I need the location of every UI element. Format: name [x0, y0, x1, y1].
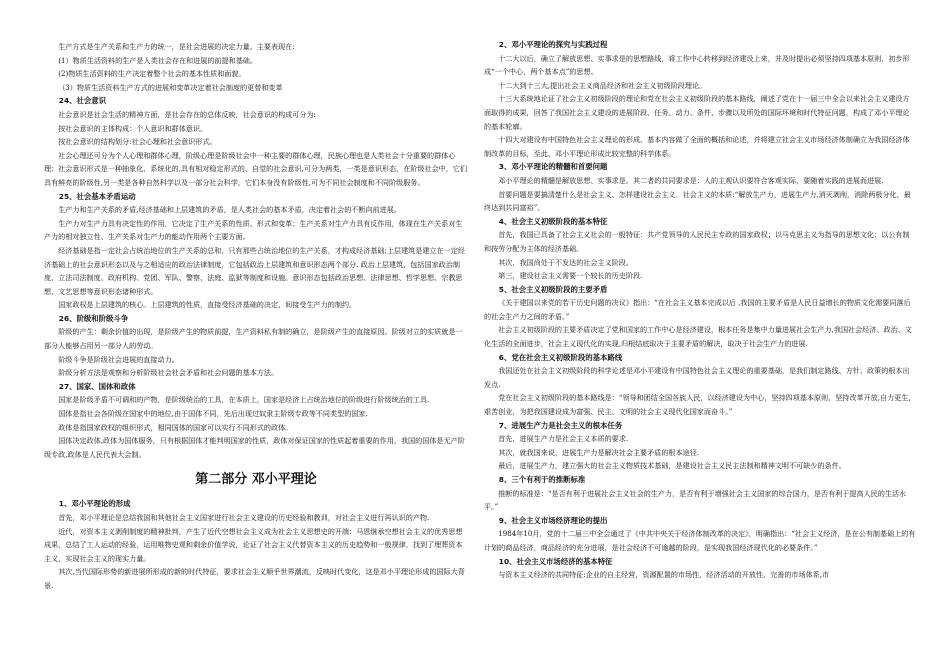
- paragraph: 推断的标准是：“是否有利于进展社会主义社会的生产力，是否有利于增强社会主义国家的综合国力，是否有利于提高人民的生活水平。”: [484, 488, 907, 512]
- paragraph: 社会主义初级阶段的主要矛盾决定了党和国家的工作中心是经济建设，根本任务是集中力量进展社会生产力,我国社会经济、政治、文化生活的全面进步，社会主义现代化的实现,归根结底取决于主要矛盾的解决，取决于社会生产力的进展.: [484, 325, 912, 349]
- paragraph: (1）物质生活资料的生产是人类社会存在和进展的前提和基础。: [58, 55, 257, 65]
- paragraph: 《关于建国以来党的若干历史问题的决议》指出：“在社会主义基本完成以后 ,我国的主要矛盾是人民日益增长的物质文化需要同落后的社会生产力之间的矛盾。”: [484, 298, 911, 321]
- paragraph: 其次，我国尚处于不发达的社会主义阶段。: [498, 257, 633, 267]
- section-heading: 8、三个有利于的推断标准: [498, 475, 586, 484]
- paragraph: 阶级分析方法是观察和分析阶级社会社会矛盾和社会问题的基本方法。: [58, 368, 279, 378]
- paragraph: 首先，进展生产力是社会主义本质的要求.: [498, 434, 629, 444]
- paragraph: 国体是指社会各阶级在国家中的地位,由于国体不同，先后出现过奴隶主阶级专政等不同类型的国家.: [58, 409, 368, 419]
- paragraph: 首要问题是要搞清楚什么是社会主义、怎样建设社会主义．社会主义的本质:“解放生产力，进展生产力,消灭剥削，消除两极分化，最终达到共同富裕”。: [484, 189, 911, 213]
- section-heading: 26、阶级和阶级斗争: [58, 313, 129, 323]
- part-title: 第二部分 邓小平理论: [195, 472, 317, 488]
- paragraph: 阶级的产生：剩余价值的出现，是阶级产生的物质前提，生产资料私有制的确立，是阶级产生的直接原因。阶级对立的实质就是一部分人能够占用另一部分人的劳动。: [44, 327, 463, 351]
- section-heading: 3、邓小平理论的精髓和首要问题: [498, 162, 608, 172]
- paragraph: 最后，进展生产力，建立强大的社会主义物质技术基础，是建设社会主义民主法制和精神文明不可缺少的条件。: [498, 461, 846, 471]
- section-heading: 4、社会主义初级阶段的基本特征: [498, 216, 608, 226]
- paragraph: 十四大对建设有中国特色社会主义理论的形成、基本内容做了全面的概括和论述，并将建立社会主义市场经济体制确立为我国经济体制改革的目标，至此，邓小平理论形成比较完整的科学体系。: [484, 135, 910, 158]
- section-heading: 6、党在社会主义初级阶段的基本路线: [498, 352, 623, 362]
- paragraph: 生产力对生产力具有决定性的作用，它决定了生产关系的性质、形式和变革；生产关系对生产力具有反作用，体现在生产关系对生产力的相对独立性、生产关系对生产力的能动作用两个主要方面。: [44, 218, 463, 242]
- paragraph: 首先，我国已具备了社会主义社会的一般特征：共产党领导的人民民主专政的国家政权；以马克思主义为指导的思想文化；以公有制和按劳分配为主体的经济基础。: [484, 230, 910, 253]
- paragraph: 1984年10月，党的十二届三中全会通过了《中共中央关于经济体制改革的决定》，明确指出：“社会主义经济，是在公有制基础上的有计划的商品经济，商品经济的充分进展，是社会经济不可逾越的阶段，是实现我国经济现代化的必要条件。”: [484, 529, 916, 552]
- paragraph: 第三，建设社会主义需要一个较长的历史阶段.: [498, 271, 643, 281]
- section-heading: 1、邓小平理论的形成: [58, 499, 131, 509]
- paragraph: 生产方式是生产关系和生产力的统一，是社会进展的决定力量。主要表现在:: [58, 42, 295, 51]
- paragraph: 政体是指国家政权的组织形式，相同国体的国家可以实行不同形式的政体。: [58, 422, 293, 432]
- paragraph: 十二大以后，确立了解放思想、实事求是的思想路线，将工作中心转移到经济建设上来，并及时提出必须坚持四项基本原则，初步形成“一个中心，两个基本点”的思想。: [484, 53, 910, 77]
- section-heading: 10、社会主义市场经济的基本特征: [498, 556, 613, 566]
- right-column: [484, 38, 916, 672]
- paragraph: 生产力和生产关系的矛盾,经济基础和上层建筑的矛盾，是人类社会的基本矛盾，决定着社会的不断向前进展。: [58, 205, 401, 215]
- paragraph: 国家是阶级矛盾不可调和的产物，是阶级统治的工具，在本质上，国家是经济上占统治地位的阶级进行阶级统治的工具.: [58, 395, 430, 405]
- paragraph: 党在社会主义初级阶段的基本路线是：“领导和团结全国各族人民，以经济建设为中心，坚持四项基本原则，坚持改革开放,自力更生，艰苦创业，为把我国建设成为富强、民主、文明的社会主义现代化国家而奋斗。”: [484, 393, 916, 417]
- paragraph: 按社会意识的结构划分:社会心理和社会意识形式。: [58, 137, 217, 147]
- section-heading: 27、国家、国体和政体: [58, 381, 136, 391]
- paragraph: 按社会意识的主体构成：个人意识和群体意识。: [58, 123, 208, 133]
- paragraph: 其次,当代国际形势的新进展所形成的新的时代特征，要求社会主义顺乎世界潮流，反映时代变化，这是邓小平理论形成的国际大背景.: [44, 567, 465, 590]
- section-heading: 2、邓小平理论的探究与实践过程: [498, 40, 608, 49]
- paragraph: (2)物质生活资料的生产决定着整个社会的基本性质和面貌。: [58, 69, 246, 79]
- paragraph: （3）物质生活资料生产方式的进展和变革决定着社会制度的更替和变革: [58, 82, 283, 92]
- section-heading: 5、社会主义初级阶段的主要矛盾: [498, 284, 608, 294]
- paragraph: 国家政权是上层建筑的核心。上层建筑的性质，直接受经济基础的决定，间接受生产力的制约。: [58, 300, 357, 310]
- paragraph: 与资本主义经济的共同特征:企业的自主经营，资源配置的市场性，经济活动的开放性，完善的市场体系,市: [498, 570, 830, 580]
- section-heading: 9、社会主义市场经济理论的提出: [498, 515, 608, 525]
- section-heading: 25、社会基本矛盾运动: [58, 191, 136, 201]
- paragraph: 国体决定政体,政体为国体服务，只有根据国体才能判明国家的性质，政体对保证国家的性质起着重要的作用，我国的国体是无产阶级专政,政体是人民代表大会制。: [44, 436, 465, 459]
- paragraph: 阶级斗争是阶级社会进展的直接动力。: [58, 354, 179, 364]
- paragraph: 十三大系统地论证了社会主义初级阶段的理论和党在社会主义初级阶段的基本路线，阐述了党在十一届三中全会以来社会主义建设方面取得的成果，回答了我国社会主义建设的进展阶段、任务、动力、条件、步骤以及所处的国际环境和时代特征问题，构成了邓小平理论的基本轮廓。: [484, 94, 910, 131]
- paragraph: 近代，对资本主义剥削制度的精神批判，产生了近代空想社会主义成为社会主义思想史的开端：马恩继承空想社会主义的优秀思想成果，总结了工人运动的经验，运用唯物史观和剩余价值学说，论证了社会主义代替资本主义的历史趋势和一般规律，找到了埋葬资本主义，实现社会主义的现实力量。: [44, 526, 463, 563]
- left-column: [44, 40, 468, 672]
- paragraph: 社会意识是社会生活的精神方面，是社会存在的总体反映，社会意识的构成可分为:: [58, 109, 316, 119]
- paragraph: 首先，邓小平理论是总结我国和其他社会主义国家进行社会主义建设的历史经验和教训，对社会主义进行再认识的产物.: [58, 513, 430, 522]
- paragraph: 其次，就我国来说，进展生产力是解决社会主要矛盾的根本途径.: [498, 447, 700, 457]
- paragraph: 社会心理还可分为个人心理和群体心理，阶级心理是阶级社会中一种主要的群体心理，民族心理也是人类社会十分重要的群体心理；社会意识形式是一种抽象化、系统化的,具有相对稳定形式的、自觉的社会意识,可分为两类，一类是意识形态，在阶级社会中，它们具有鲜亮的阶级性,另一类是各种自然科学以及一部分社会科学，它们本身没有阶级性,可为不同社会制度和不同阶级服务。: [44, 150, 468, 187]
- paragraph: 十二大到十三大,提出社会主义商品经济和社会主义初级阶段理论。: [498, 80, 707, 90]
- paragraph: 我国还处在社会主义初级阶段的科学论述是邓小平建设有中国特色社会主义理论的重要基础，是我们制定路线、方针、政策的根本出发点.: [484, 366, 910, 389]
- paragraph: 邓小平理论的精髓是解放思想、实事求是。其二者的共同要求是：人的主观认识要符合客观实际，要随着实践的进展而进展.: [498, 175, 884, 185]
- paragraph: 经济基础是指一定社会占统治地位的生产关系的总和，只有那些占统治地位的生产关系，才构成经济基础;上层建筑是建立在一定经济基础上的社会意识形态以及与之相适应的政治法律制度，它包括政治上层建筑和意识形态两个部分. 政治上层建筑，包括国家政治制度、立法司法制度、政府机构、党团、军队、警察、法庭、监狱等制度和设施。意识形态包括政治思想、法律思想、哲学思想、宗教思想、文艺思想等意识形态诸种形式。: [44, 245, 465, 296]
- section-heading: 24、社会意识: [58, 96, 107, 106]
- section-heading: 7、进展生产力是社会主义的根本任务: [498, 420, 623, 430]
